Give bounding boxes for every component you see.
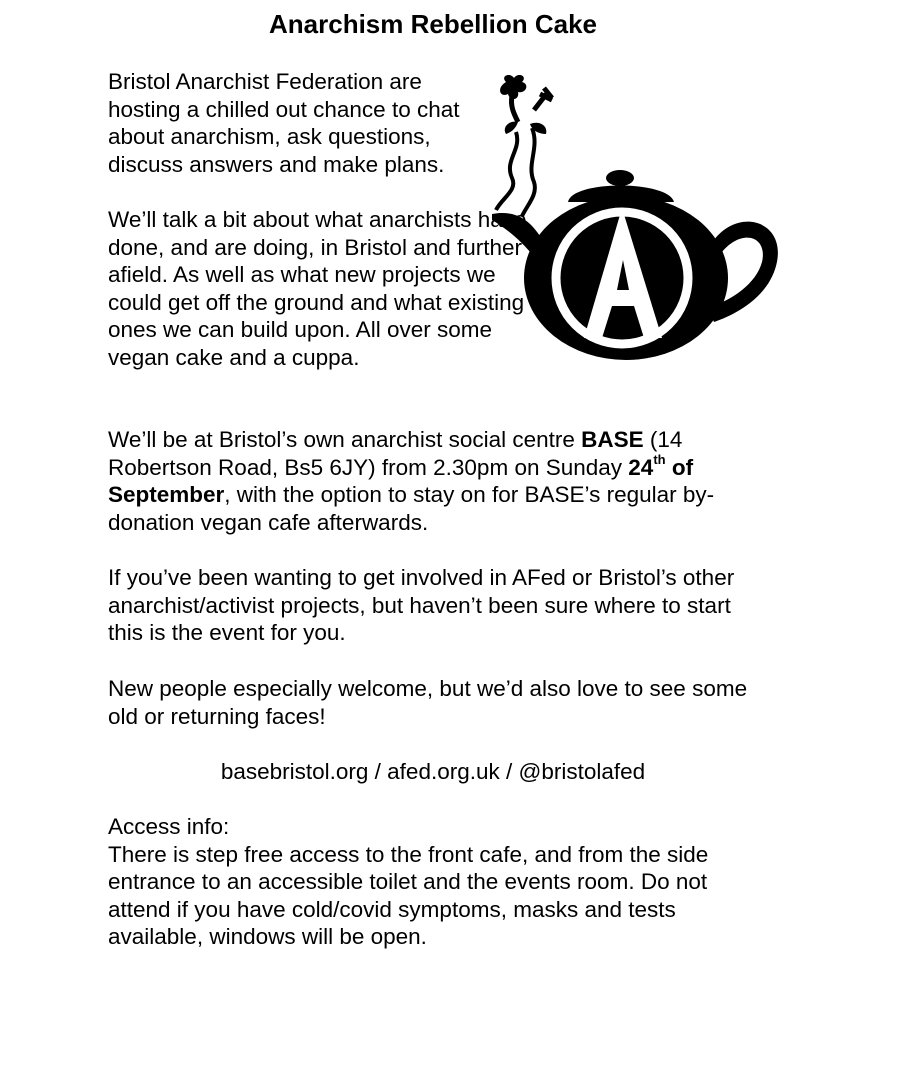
intro-paragraph: Bristol Anarchist Federation are hosting a chilled out chance to chat about anarchism, ask questions, discuss answers and make plans. bbox=[108, 69, 460, 177]
event-prefix: We’ll be at Bristol’s own anarchist social centre bbox=[108, 427, 582, 452]
event-address-time: (14 Robertson Road, Bs5 6JY) from 2.30pm on Sunday bbox=[108, 427, 683, 480]
event-month: of September bbox=[108, 454, 694, 507]
access-body: There is step free access to the front cafe, and from the side entrance to an accessible toilet and the events room. Do not attend if you have cold/covid symptoms, masks and tests available, windows will be open. bbox=[108, 841, 709, 949]
event-day-suffix: th bbox=[653, 452, 666, 467]
welcome-paragraph: New people especially welcome, but we’d also love to see some old or returning faces! bbox=[108, 676, 748, 729]
talk-paragraph: We’ll talk a bit about what anarchists have done, and are doing, in Bristol and further afield. As well as what new projects we could get off the ground and what existing ones we can build upon. All over some vegan cake and a cuppa. bbox=[108, 207, 527, 370]
access-section bbox=[108, 813, 768, 951]
event-paragraph bbox=[108, 426, 768, 536]
involved-paragraph: If you’ve been wanting to get involved in AFed or Bristol’s other anarchist/activist projects, but haven’t been sure where to start this is the event for you. bbox=[108, 565, 735, 645]
flower-icon bbox=[496, 75, 552, 216]
event-rest: , with the option to stay on for BASE’s regular by-donation vegan cafe afterwards. bbox=[108, 482, 715, 535]
venue-name: BASE bbox=[581, 427, 644, 452]
event-day-number: 24 bbox=[628, 454, 654, 480]
access-heading: Access info: bbox=[108, 814, 230, 839]
page-title: Anarchism Rebellion Cake bbox=[269, 9, 597, 39]
links-line: basebristol.org / afed.org.uk / @bristolafed bbox=[220, 759, 646, 784]
